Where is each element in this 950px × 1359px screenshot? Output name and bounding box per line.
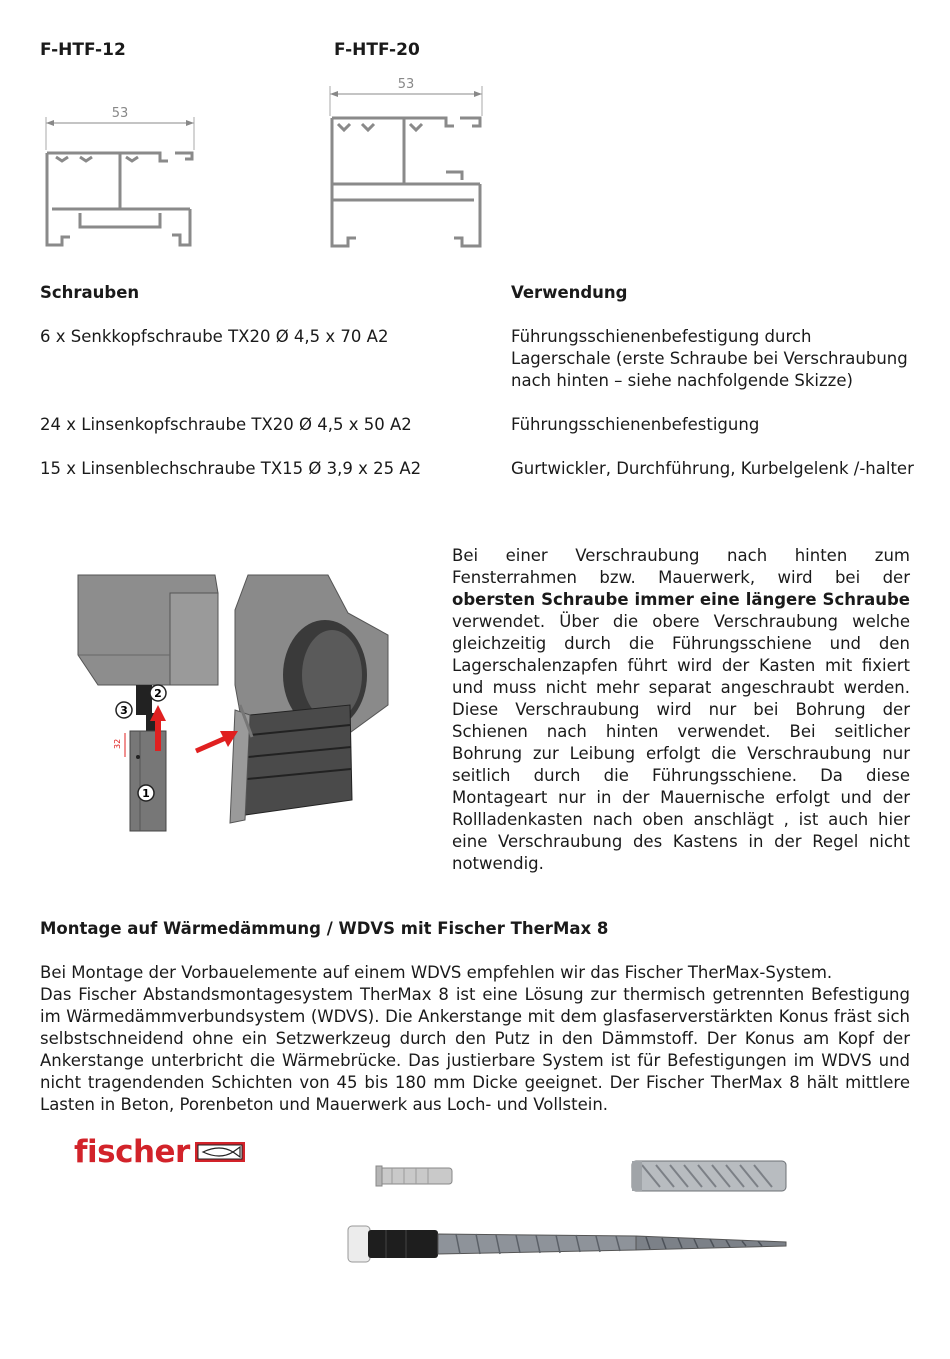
table-screw-3: 15 x Linsenblechschraube TX15 Ø 3,9 x 25 A2 xyxy=(40,459,422,478)
table-usage-2: Führungsschienenbefestigung xyxy=(511,415,760,434)
table-usage-1-line-2: Lagerschale (erste Schraube bei Verschraubung xyxy=(511,349,908,368)
table-usage-1-line-1: Führungsschienenbefestigung durch xyxy=(511,327,812,346)
fischer-logo-word: fischer xyxy=(74,1134,190,1170)
profile-title-htf20: F-HTF-20 xyxy=(334,40,420,60)
dimension-32-label: 32 xyxy=(113,738,122,749)
callout-3: 3 xyxy=(120,704,128,717)
table-usage-1-line-3: nach hinten – siehe nachfolgende Skizze) xyxy=(511,371,853,390)
fischer-fish-icon xyxy=(195,1142,245,1162)
table-usage-1 xyxy=(511,326,921,392)
section-intro-wdvs: Bei Montage der Vorbauelemente auf einem WDVS empfehlen wir das Fischer TherMax-System. xyxy=(40,963,833,982)
profile-dimension-htf20: 53 xyxy=(397,77,415,92)
mounting-paragraph xyxy=(452,545,910,875)
profile-dimension-htf12: 53 xyxy=(111,106,129,121)
section-body-wdvs: Das Fischer Abstandsmontagesystem TherMax 8 ist eine Lösung zur thermisch getrennten Befestigung im Wärmedämmverbundsystem (WDVS). Die Ankerstange mit dem glasfaserverstärkten Konus fräst sich selbstschneidend ohne ein Setzwerkzeug durch den Putz in den Dämmstoff. Der Konus am Kopf der Ankerstange unterbricht die Wärmebrücke. Das justierbare System ist für Befestigungen im WDVS und nicht tragendenden Schichten von 45 bis 180 mm Dicke geeignet. Der Fischer TherMax 8 hält mittlere Lasten in Beton, Porenbeton und Mauerwerk aus Loch- und Vollstein. xyxy=(40,985,910,1114)
table-header-usage: Verwendung xyxy=(511,283,628,302)
callout-2: 2 xyxy=(154,687,162,700)
profile-drawing-htf12 xyxy=(40,95,200,250)
profile-title-htf12: F-HTF-12 xyxy=(40,40,126,60)
table-screw-1: 6 x Senkkopfschraube TX20 Ø 4,5 x 70 A2 xyxy=(40,327,389,346)
small-dowel-image xyxy=(372,1160,456,1192)
profile-drawing-htf20 xyxy=(326,72,491,252)
mounting-illustration xyxy=(70,565,390,835)
table-screw-2: 24 x Linsenkopfschraube TX20 Ø 4,5 x 50 A2 xyxy=(40,415,412,434)
mounting-paragraph-part-2: verwendet. Über die obere Verschraubung welche gleichzeitig durch die Führungsschiene und den Lagerschalenzapfen führt wird der Kasten mit fixiert und muss nicht mehr separat angeschraubt werden. Diese Verschraubung wird nur bei Bohrung der Schienen nach hinten verwendet. Bei seitlicher Bohrung zur Leibung erfolgt die Verschraubung nur seitlich durch die Führungsschiene. Da diese Montageart nur in der Mauernische erfolgt und der Rollladenkasten nach oben anschlägt , ist auch hier eine Verschraubung des Kastens in der Regel nicht notwendig. xyxy=(452,612,910,873)
table-header-screws: Schrauben xyxy=(40,283,140,302)
fischer-logo xyxy=(74,1134,245,1170)
thermax-rod-image xyxy=(346,1220,791,1270)
table-usage-3: Gurtwickler, Durchführung, Kurbelgelenk /-halter xyxy=(511,459,914,478)
section-heading-wdvs: Montage auf Wärmedämmung / WDVS mit Fischer TherMax 8 xyxy=(40,919,609,938)
mounting-paragraph-bold: obersten Schraube immer eine längere Schraube xyxy=(452,590,910,609)
metal-anchor-image xyxy=(630,1155,790,1197)
mounting-paragraph-part-1: Bei einer Verschraubung nach hinten zum Fensterrahmen bzw. Mauerwerk, wird bei der xyxy=(452,546,910,587)
callout-1: 1 xyxy=(142,787,150,800)
